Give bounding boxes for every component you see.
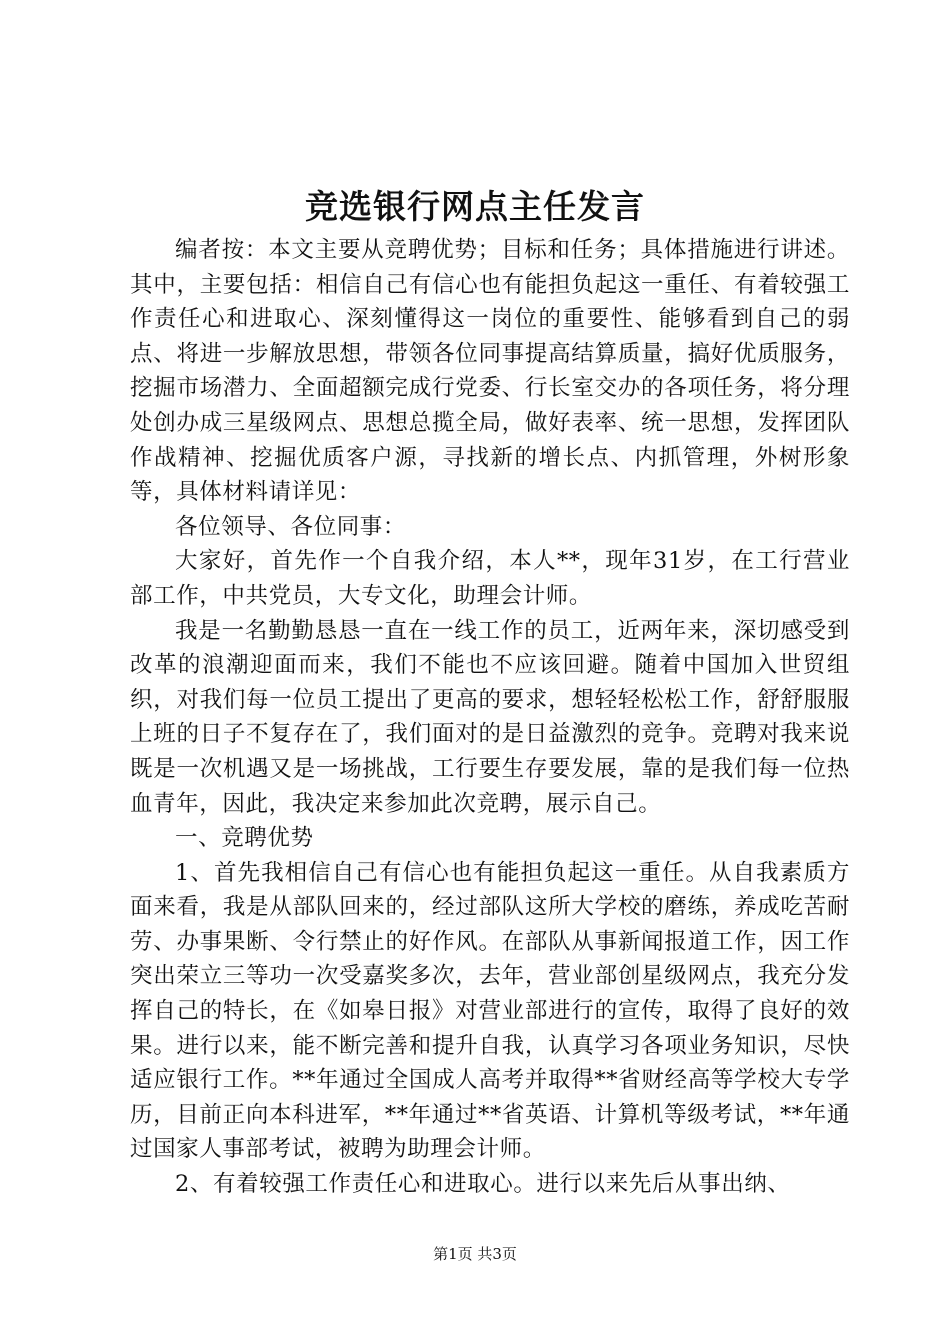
salutation-paragraph: 各位领导、各位同事：: [175, 513, 407, 540]
advantage-two-paragraph: 2、有着较强工作责任心和进取心。进行以来先后从事出纳、: [175, 1171, 791, 1198]
document-body: [130, 233, 850, 1202]
page-footer: 第1页 共3页: [433, 1245, 517, 1263]
self-introduction-paragraph: 大家好，首先作一个自我介绍，本人**，现年31岁，在工行营业部工作，中共党员，大专文化，助理会计师。: [130, 548, 850, 609]
advantage-one-paragraph: 1、首先我相信自己有信心也有能担负起这一重任。从自我素质方面来看，我是从部队回来的，经过部队这所大学校的磨练，养成吃苦耐劳、办事果断、令行禁止的好作风。在部队从事新闻报道工作，因工作突出荣立三等功一次受嘉奖多次，去年，营业部创星级网点，我充分发挥自己的特长，在《如皋日报》对营业部进行的宣传，取得了良好的效果。进行以来，能不断完善和提升自我，认真学习各项业务知识，尽快适应银行工作。**年通过全国成人高考并取得**省财经高等学校大专学历，目前正向本科进军，**年通过**省英语、计算机等级考试，**年通过国家人事部考试，被聘为助理会计师。: [130, 859, 850, 1163]
editor-note-paragraph: 编者按：本文主要从竞聘优势；目标和任务；具体措施进行讲述。其中，主要包括：相信自己有信心也有能担负起这一重任、有着较强工作责任心和进取心、深刻懂得这一岗位的重要性、能够看到自己的弱点、将进一步解放思想，带领各位同事提高结算质量，搞好优质服务，挖掘市场潜力、全面超额完成行党委、行长室交办的各项任务，将分理处创办成三星级网点、思想总揽全局，做好表率、统一思想，发挥团队作战精神、挖掘优质客户源，寻找新的增长点、内抓管理，外树形象等，具体材料请详见：: [130, 237, 850, 506]
section-heading: 一、竞聘优势: [175, 825, 314, 852]
motivation-paragraph: 我是一名勤勤恳恳一直在一线工作的员工，近两年来，深切感受到改革的浪潮迎面而来，我们不能也不应该回避。随着中国加入世贸组织，对我们每一位员工提出了更高的要求，想轻轻松松工作，舒舒服服上班的日子不复存在了，我们面对的是日益激烈的竞争。竞聘对我来说既是一次机遇又是一场挑战，工行要生存要发展，靠的是我们每一位热血青年，因此，我决定来参加此次竞聘，展示自己。: [130, 617, 850, 817]
document-title: 竞选银行网点主任发言: [305, 187, 645, 226]
